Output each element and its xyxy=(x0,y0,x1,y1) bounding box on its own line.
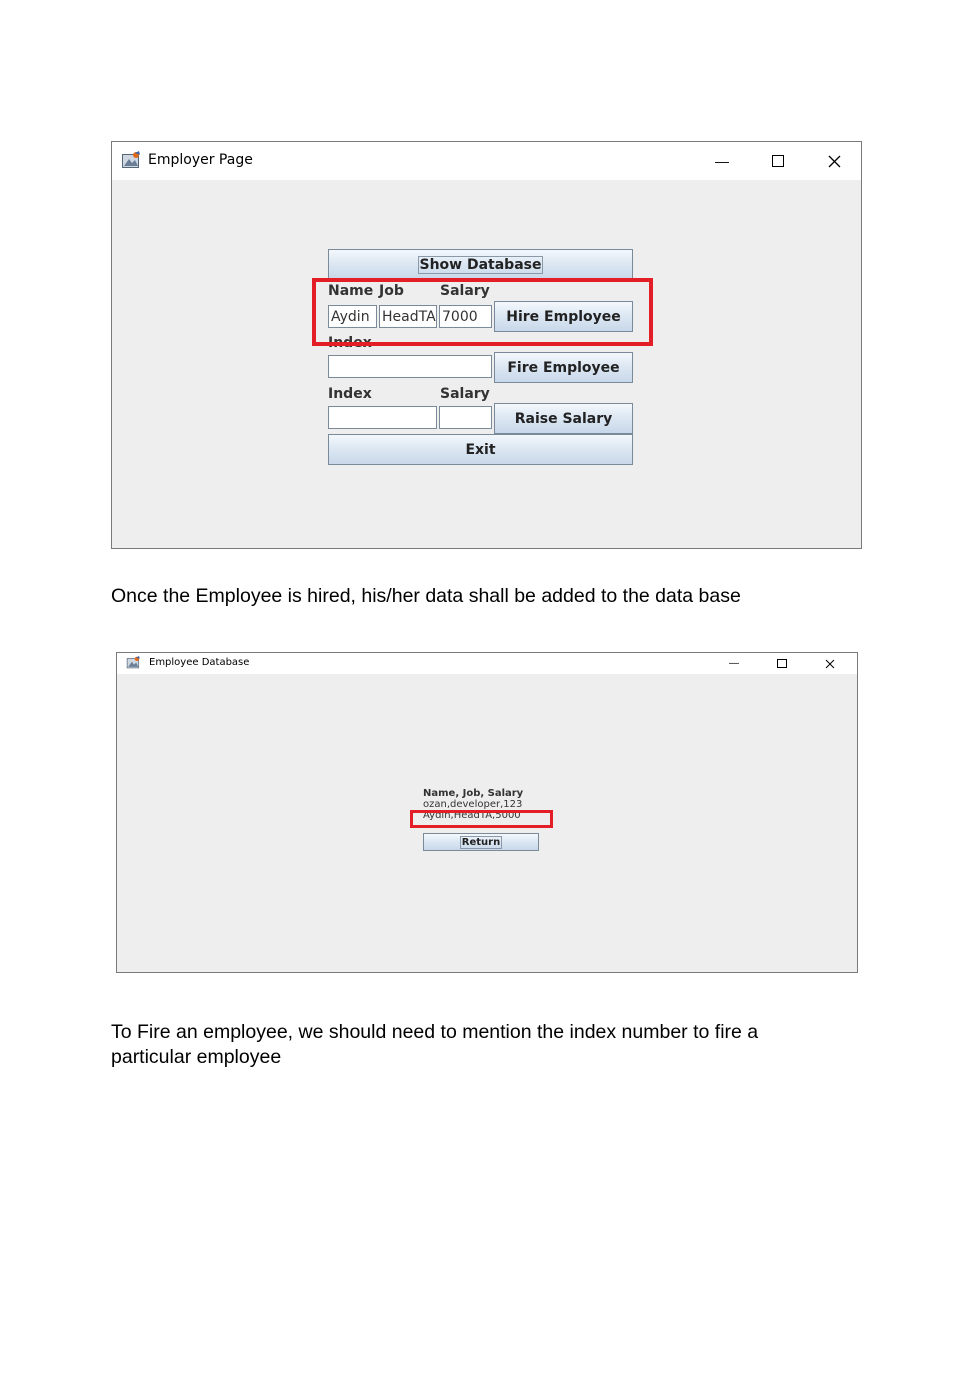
hire-row-highlight-box xyxy=(312,278,653,346)
database-row-2: Aydin,HeadTA,5000 xyxy=(423,810,521,821)
salary-field[interactable]: 7000 xyxy=(439,305,492,328)
minimize-icon[interactable]: — xyxy=(715,153,729,169)
show-database-label: Show Database xyxy=(419,256,542,273)
raise-index-label: Index xyxy=(328,386,372,402)
job-field[interactable]: HeadTA xyxy=(379,305,437,328)
fire-index-label: Index xyxy=(328,335,372,351)
window-title: Employer Page xyxy=(148,152,253,168)
database-row-1: ozan,developer,123 xyxy=(423,799,523,810)
show-database-button[interactable] xyxy=(328,249,633,280)
database-header: Name, Job, Salary xyxy=(423,788,524,799)
minimize-icon[interactable]: — xyxy=(729,658,739,669)
paragraph-hired-data: Once the Employee is hired, his/her data shall be added to the data base xyxy=(111,585,741,607)
employer-page-window xyxy=(111,141,862,549)
close-icon[interactable] xyxy=(815,655,845,672)
name-field[interactable]: Aydin xyxy=(328,305,377,328)
salary-label: Salary xyxy=(440,283,490,299)
job-label: Job xyxy=(379,283,404,299)
raise-salary-button[interactable] xyxy=(494,403,633,434)
name-label: Name xyxy=(328,283,374,299)
raise-index-field[interactable] xyxy=(328,406,437,429)
close-icon[interactable] xyxy=(816,148,852,174)
exit-label: Exit xyxy=(465,441,496,458)
raise-salary-button-label: Raise Salary xyxy=(514,410,613,427)
maximize-icon[interactable] xyxy=(767,655,797,672)
employer-window-titlebar[interactable] xyxy=(112,142,861,180)
employee-database-window xyxy=(116,652,858,973)
database-window-titlebar[interactable] xyxy=(117,653,857,674)
fire-employee-button[interactable] xyxy=(494,352,633,383)
exit-button[interactable] xyxy=(328,434,633,465)
java-app-icon xyxy=(122,151,142,174)
return-button[interactable] xyxy=(423,833,539,851)
fire-employee-label: Fire Employee xyxy=(507,359,620,376)
paragraph-fire-instructions: To Fire an employee, we should need to mention the index number to fire a particular employee xyxy=(111,1021,759,1068)
raise-salary-label: Salary xyxy=(440,386,490,402)
new-row-highlight-box xyxy=(410,810,553,828)
fire-index-field[interactable] xyxy=(328,355,492,378)
return-label: Return xyxy=(461,836,501,848)
raise-salary-field[interactable] xyxy=(439,406,492,429)
database-window-title: Employee Database xyxy=(149,657,250,668)
hire-employee-label: Hire Employee xyxy=(506,308,621,325)
java-app-icon xyxy=(126,656,142,674)
maximize-icon[interactable] xyxy=(760,148,796,174)
